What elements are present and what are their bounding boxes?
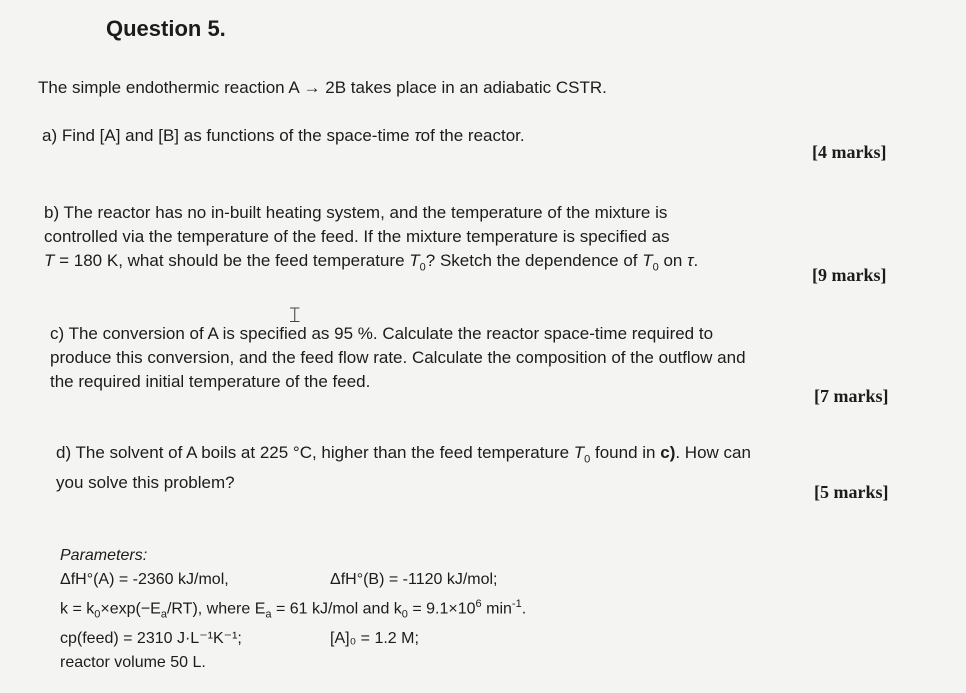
rate-sup2: -1: [511, 598, 522, 610]
rate-sup: 6: [475, 598, 482, 610]
part-d-line1-c: . How can: [675, 443, 751, 462]
intro-suffix: 2B takes place in an adiabatic CSTR.: [320, 78, 607, 97]
rate-c: /RT), where E: [166, 600, 266, 618]
symbol-T0-b: T: [642, 251, 653, 270]
part-b-line3-c: on: [658, 251, 688, 270]
symbol-T: T: [44, 251, 55, 270]
subscript-0: 0: [419, 261, 426, 274]
part-d-label: d): [56, 443, 72, 462]
part-d-line1: [56, 441, 751, 471]
subscript-0-b: 0: [652, 261, 659, 274]
enthalpy-B: ΔfH°(B) = -1120 kJ/mol;: [330, 571, 498, 588]
part-b-text: [44, 201, 698, 279]
symbol-T0: T: [409, 251, 420, 270]
part-a-line1-end: of the reactor.: [420, 126, 525, 145]
rate-f: min: [481, 600, 512, 618]
part-b-line3-end: .: [693, 251, 699, 270]
rate-sub02: 0: [401, 608, 408, 621]
rate-suba2: a: [265, 608, 272, 621]
volume-line: reactor volume 50 L.: [60, 653, 206, 671]
part-c-line3: the required initial temperature of the feed.: [50, 372, 371, 391]
part-b-line3-b: ? Sketch the dependence of: [425, 251, 643, 270]
part-c-line1: [50, 322, 746, 346]
part-c-text: [50, 322, 746, 394]
part-b-label: b): [44, 203, 60, 222]
part-c-line2: produce this conversion, and the feed flow rate. Calculate the composition of the outflow and: [50, 348, 746, 367]
rate-b: ×exp(−E: [100, 600, 161, 618]
part-d-marks: [5 marks]: [814, 482, 889, 502]
initial-concentration: [A]₀ = 1.2 M;: [330, 629, 419, 647]
tau-symbol: τ: [414, 126, 421, 145]
parameters-block: [60, 544, 526, 675]
part-d-line2: you solve this problem?: [56, 473, 235, 493]
part-d-line1-b: found in: [590, 443, 661, 462]
part-b-line1: [44, 201, 698, 225]
cp-line: [60, 627, 526, 651]
question-title: Question 5.: [106, 16, 226, 41]
part-a-text: [42, 124, 525, 148]
subscript-0-d: 0: [584, 453, 591, 466]
tau-symbol-b: τ: [687, 251, 694, 270]
part-c-marks: [7 marks]: [814, 386, 889, 406]
intro-text: [38, 76, 607, 100]
text-cursor-icon: 𝙸: [287, 302, 303, 327]
part-c-line1-text: The conversion of A is specified as 95 %. Calculate the reactor space-time required to: [64, 324, 714, 343]
rate-g: .: [521, 600, 527, 618]
enthalpy-line: [60, 568, 526, 592]
enthalpy-A: ΔfH°(A) = -2360 kJ/mol,: [60, 571, 229, 588]
rate-suba: a: [160, 608, 167, 621]
part-b-line3-a: = 180 K, what should be the feed temperature: [54, 251, 410, 270]
part-b-marks: [9 marks]: [812, 265, 887, 285]
part-d-text: [56, 441, 751, 495]
part-b-line2: controlled via the temperature of the feed. If the mixture temperature is specified as: [44, 227, 670, 246]
intro-prefix: The simple endothermic reaction A: [38, 78, 304, 97]
rate-sub0: 0: [94, 608, 101, 621]
part-b-line1-text: The reactor has no in-built heating system, and the temperature of the mixture is: [59, 203, 668, 222]
rate-a: k = k: [60, 600, 95, 618]
symbol-T0-d: T: [573, 443, 585, 462]
rate-line: [60, 592, 526, 627]
parameters-heading: Parameters:: [60, 547, 148, 564]
heat-capacity: cp(feed) = 2310 J·L⁻¹K⁻¹;: [60, 629, 242, 647]
part-a-line1: Find [A] and [B] as functions of the space-time: [57, 126, 415, 145]
part-c-label: c): [50, 324, 65, 343]
reaction-arrow: →: [303, 78, 321, 97]
rate-d: = 61 kJ/mol and k: [271, 600, 402, 618]
part-a-marks: [4 marks]: [812, 142, 887, 162]
rate-e: = 9.1×10: [407, 600, 476, 618]
part-d-ref: c): [660, 443, 676, 462]
part-a-label: a): [42, 126, 58, 145]
part-d-line1-a: The solvent of A boils at 225 °C, higher than the feed temperature: [71, 443, 574, 462]
part-b-line3: [44, 249, 698, 279]
